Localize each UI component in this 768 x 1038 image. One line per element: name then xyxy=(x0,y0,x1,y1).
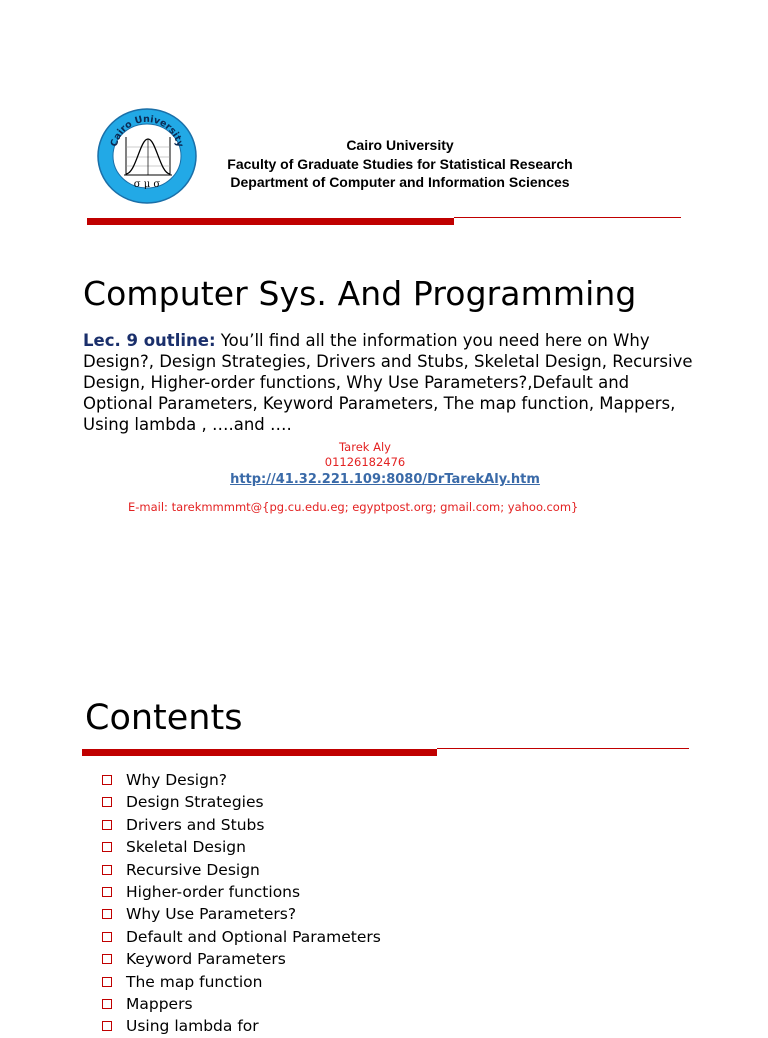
author-phone: 01126182476 xyxy=(324,455,406,469)
square-bullet-icon xyxy=(102,775,112,785)
slide-title: Computer Sys. And Programming xyxy=(83,274,637,313)
list-item-label: Higher-order functions xyxy=(126,882,301,901)
contents-list xyxy=(102,769,381,1038)
contents-rule-thin xyxy=(437,748,689,749)
square-bullet-icon xyxy=(102,865,112,875)
square-bullet-icon xyxy=(102,932,112,942)
list-item xyxy=(102,971,381,993)
square-bullet-icon xyxy=(102,887,112,897)
homepage-link[interactable]: http://41.32.221.109:8080/DrTarekAly.htm xyxy=(230,472,540,487)
list-item-label: Using lambda for xyxy=(126,1017,259,1036)
list-item-label: Mappers xyxy=(126,994,193,1013)
logo-text: Cairo University xyxy=(108,113,186,149)
institution-header xyxy=(200,136,600,192)
square-bullet-icon xyxy=(102,842,112,852)
square-bullet-icon xyxy=(102,977,112,987)
list-item-label: Skeletal Design xyxy=(126,838,246,857)
list-item xyxy=(102,881,381,903)
square-bullet-icon xyxy=(102,1021,112,1031)
square-bullet-icon xyxy=(102,820,112,830)
list-item-label: The map function xyxy=(126,972,263,991)
outline-text: You’ll find all the information you need here on Why Design?, Design Strategies, Drivers and Stubs, Skeletal Design, Recursive Design, Higher-order functions, Why Use Parameters?,Default and Optional Parameters, Keyword Parameters, The map function, Mappers, Using lambda , ….and …. xyxy=(83,331,693,434)
faculty-name: Faculty of Graduate Studies for Statistical Research xyxy=(227,155,573,172)
list-item-label: Why Use Parameters? xyxy=(126,905,297,924)
list-item xyxy=(102,948,381,970)
list-item-label: Drivers and Stubs xyxy=(126,815,265,834)
cairo-university-logo xyxy=(96,107,198,205)
author-email: E-mail: tarekmmmmt@{pg.cu.edu.eg; egyptpost.org; gmail.com; yahoo.com} xyxy=(128,500,579,514)
university-name: Cairo University xyxy=(346,137,454,153)
square-bullet-icon xyxy=(102,954,112,964)
logo-symbols: σ μ σ xyxy=(133,179,161,190)
square-bullet-icon xyxy=(102,797,112,807)
list-item xyxy=(102,791,381,813)
author-name: Tarek Aly xyxy=(339,440,391,454)
header-rule-thin xyxy=(454,217,681,218)
square-bullet-icon xyxy=(102,909,112,919)
contents-title: Contents xyxy=(85,698,243,738)
list-item-label: Design Strategies xyxy=(126,793,264,812)
list-item-label: Recursive Design xyxy=(126,860,260,879)
list-item xyxy=(102,926,381,948)
header-rule-thick xyxy=(87,218,454,225)
department-name: Department of Computer and Information Sciences xyxy=(230,174,570,190)
list-item-label: Default and Optional Parameters xyxy=(126,927,381,946)
contents-rule-thick xyxy=(82,749,437,756)
list-item xyxy=(102,814,381,836)
list-item xyxy=(102,859,381,881)
list-item xyxy=(102,1015,381,1037)
square-bullet-icon xyxy=(102,999,112,1009)
list-item xyxy=(102,993,381,1015)
outline-label: Lec. 9 outline: xyxy=(83,331,216,350)
lecture-outline xyxy=(83,330,703,435)
list-item xyxy=(102,903,381,925)
list-item-label: Why Design? xyxy=(126,771,227,789)
list-item-label: Keyword Parameters xyxy=(126,950,286,969)
list-item xyxy=(102,836,381,858)
list-item xyxy=(102,769,381,791)
